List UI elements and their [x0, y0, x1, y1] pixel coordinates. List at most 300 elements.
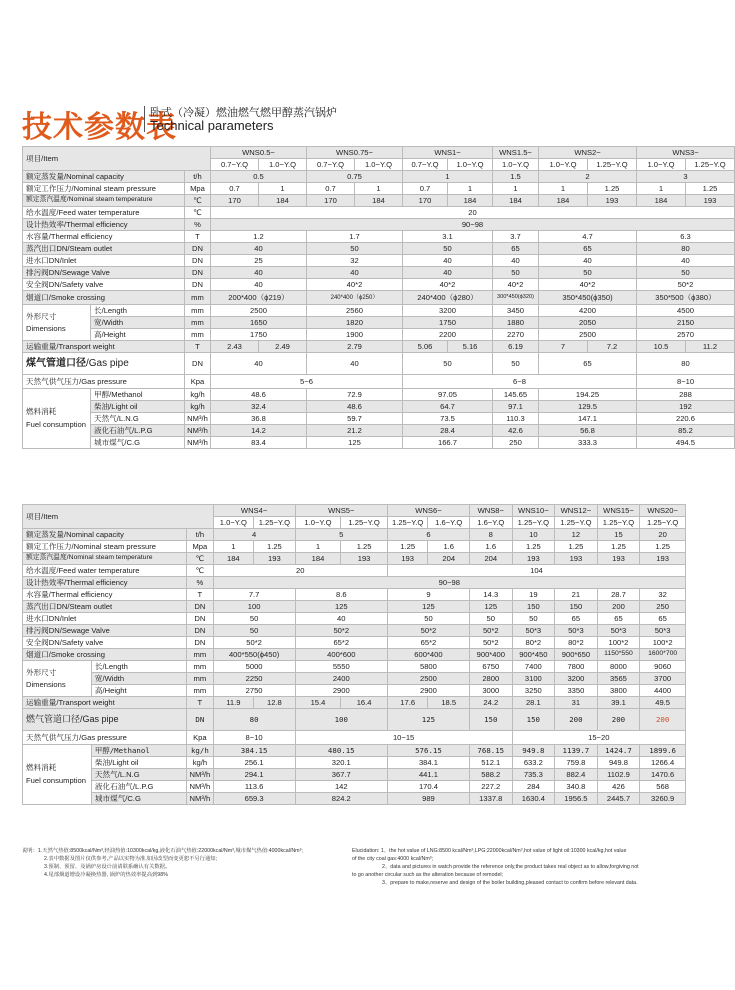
- value-cell: 1820: [307, 317, 403, 329]
- temperature-row: [23, 553, 686, 565]
- value-cell: 2250: [213, 673, 295, 685]
- value-cell: 200: [597, 601, 640, 613]
- value-cell: 2500: [387, 673, 469, 685]
- value-cell: 19: [512, 589, 555, 601]
- row-unit: %: [185, 219, 211, 231]
- variant-cell: 1.0−Y.Q: [637, 159, 686, 171]
- value-cell: 72.9: [307, 389, 403, 401]
- value-cell: 31: [555, 697, 598, 709]
- dimensions-label-cn: 外形尺寸: [26, 312, 57, 322]
- value-cell: 2900: [295, 685, 387, 697]
- variant-cell: 0.7−Y.Q: [307, 159, 355, 171]
- row-unit: Mpa: [187, 541, 213, 553]
- value-cell: 65: [539, 243, 637, 255]
- value-cell: 2900: [387, 685, 469, 697]
- value-cell: 949.8: [512, 745, 555, 757]
- value-cell: 9: [387, 589, 469, 601]
- row-unit: t/h: [187, 529, 213, 541]
- fuel-row: [23, 781, 686, 793]
- gas-pipe-label-cn: 燃气管道口径: [26, 714, 81, 724]
- value-cell: 80: [637, 353, 735, 375]
- variant-cell: 1.25−Y.Q: [588, 159, 637, 171]
- width-row: [23, 673, 686, 685]
- value-cell: 20: [213, 565, 387, 577]
- value-cell: 1: [213, 541, 254, 553]
- row-label: 安全阀DN/Safety valve: [23, 637, 187, 649]
- value-cell: 150: [470, 709, 513, 731]
- row-label: 水容量/Thermal efficiency: [23, 589, 187, 601]
- value-cell: 193: [341, 553, 388, 565]
- value-cell: 2750: [213, 685, 295, 697]
- gas-pressure-row: [23, 375, 735, 389]
- value-cell: 65: [539, 353, 637, 375]
- value-cell: 32.4: [211, 401, 307, 413]
- sewage-valve-row: [23, 625, 686, 637]
- value-cell: 129.5: [539, 401, 637, 413]
- value-cell: 989: [387, 793, 469, 805]
- row-label: 城市煤气/C.G: [91, 793, 186, 805]
- subtitle-en: Technical parameters: [150, 118, 274, 133]
- row-label: 设计热效率/Thermal efficiency: [23, 219, 185, 231]
- row-unit: DN: [187, 625, 213, 637]
- value-cell: 6750: [470, 661, 513, 673]
- row-label: 长/Length: [91, 305, 185, 317]
- value-cell: 192: [637, 401, 735, 413]
- value-cell: 166.7: [403, 437, 493, 449]
- value-cell: 1: [539, 183, 588, 195]
- row-unit: NM³/h: [185, 413, 211, 425]
- fuel-row: [23, 769, 686, 781]
- value-cell: 256.1: [213, 757, 295, 769]
- row-unit: Mpa: [185, 183, 211, 195]
- value-cell: 3.1: [403, 231, 493, 243]
- row-label: 排污阀DN/Sewage Valve: [23, 267, 185, 279]
- value-cell: 73.5: [403, 413, 493, 425]
- value-cell: 9060: [640, 661, 686, 673]
- model-cell: WNS0.5−: [211, 147, 307, 159]
- value-cell: 7400: [512, 661, 555, 673]
- length-row: [23, 305, 735, 317]
- value-cell: 32: [307, 255, 403, 267]
- value-cell: 10.5: [637, 341, 686, 353]
- model-cell: WNS0.75−: [307, 147, 403, 159]
- row-unit: ℃: [187, 553, 213, 565]
- value-cell: 145.65: [493, 389, 539, 401]
- value-cell: 113.6: [213, 781, 295, 793]
- variant-cell: 1.25−Y.Q: [387, 517, 428, 529]
- value-cell: 85.2: [637, 425, 735, 437]
- model-cell: WNS20−: [640, 505, 686, 517]
- value-cell: 80: [637, 243, 735, 255]
- fuel-row: [23, 745, 686, 757]
- row-unit: ℃: [185, 195, 211, 207]
- value-cell: 49.5: [640, 697, 686, 709]
- value-cell: 184: [355, 195, 403, 207]
- value-cell: 600*400: [387, 649, 469, 661]
- variant-cell: 0.7−Y.Q: [403, 159, 448, 171]
- model-cell: WNS8−: [470, 505, 513, 517]
- value-cell: 240*400（ϕ250）: [307, 291, 403, 305]
- row-unit: mm: [187, 661, 213, 673]
- gas-pipe-row: [23, 709, 686, 731]
- row-label: 进水口DN/Inlet: [23, 255, 185, 267]
- value-cell: 50: [403, 243, 493, 255]
- value-cell: 426: [597, 781, 640, 793]
- row-unit: mm: [185, 329, 211, 341]
- value-cell: 184: [448, 195, 493, 207]
- value-cell: 48.6: [307, 401, 403, 413]
- value-cell: 14.2: [211, 425, 307, 437]
- value-cell: 1.6: [470, 541, 513, 553]
- model-cell: WNS12−: [555, 505, 598, 517]
- row-label: 蒸汽出口DN/Steam outlet: [23, 601, 187, 613]
- row-label: 宽/Width: [91, 317, 185, 329]
- value-cell: 125: [387, 709, 469, 731]
- value-cell: 48.6: [211, 389, 307, 401]
- value-cell: 633.2: [512, 757, 555, 769]
- value-cell: 184: [493, 195, 539, 207]
- value-cell: 80: [213, 709, 295, 731]
- value-cell: 8−10: [637, 375, 735, 389]
- row-unit: DN: [187, 601, 213, 613]
- row-unit: kg/h: [187, 757, 213, 769]
- value-cell: 1.5: [493, 171, 539, 183]
- variant-cell: 0.7−Y.Q: [211, 159, 259, 171]
- row-label: 额定蒸汽温度/Nominal steam temperature: [23, 195, 185, 207]
- gas-pipe-label-cn: 煤气管道口径: [26, 357, 86, 369]
- value-cell: 97.05: [403, 389, 493, 401]
- value-cell: 50*2: [637, 279, 735, 291]
- value-cell: 6: [387, 529, 469, 541]
- row-unit: DN: [187, 637, 213, 649]
- gas-pipe-label-en: /Gas pipe: [80, 714, 119, 724]
- value-cell: 384.1: [387, 757, 469, 769]
- value-cell: 50*3: [640, 625, 686, 637]
- value-cell: 193: [588, 195, 637, 207]
- value-cell: 1750: [403, 317, 493, 329]
- row-unit: ℃: [185, 207, 211, 219]
- variant-cell: 1.25−Y.Q: [341, 517, 388, 529]
- feed-temp-row: [23, 207, 735, 219]
- notes-chinese: [22, 847, 352, 879]
- value-cell: 64.7: [403, 401, 493, 413]
- value-cell: 2.43: [211, 341, 259, 353]
- value-cell: 50: [307, 243, 403, 255]
- value-cell: 10−15: [295, 731, 512, 745]
- value-cell: 1: [448, 183, 493, 195]
- value-cell: 6.3: [637, 231, 735, 243]
- value-cell: 1.25: [597, 541, 640, 553]
- water-capacity-row: [23, 589, 686, 601]
- value-cell: 1.25: [512, 541, 555, 553]
- smoke-row: [23, 649, 686, 661]
- row-unit: DN: [185, 255, 211, 267]
- value-cell: 104: [387, 565, 685, 577]
- variant-cell: 1.25−Y.Q: [254, 517, 296, 529]
- value-cell: 250: [640, 601, 686, 613]
- value-cell: 65*2: [387, 637, 469, 649]
- value-cell: 50*2: [295, 625, 387, 637]
- row-label: 柴油/Light oil: [91, 757, 186, 769]
- variant-cell: 1.25−Y.Q: [555, 517, 598, 529]
- value-cell: 1.25: [341, 541, 388, 553]
- efficiency-row: [23, 219, 735, 231]
- value-cell: 50: [213, 613, 295, 625]
- value-cell: 3450: [493, 305, 539, 317]
- value-cell: 1.25: [686, 183, 735, 195]
- value-cell: 350*450(ϕ350): [539, 291, 637, 305]
- value-cell: 2500: [539, 329, 637, 341]
- value-cell: 900*450: [512, 649, 555, 661]
- value-cell: 40*2: [403, 279, 493, 291]
- value-cell: 2560: [307, 305, 403, 317]
- value-cell: 759.8: [555, 757, 598, 769]
- value-cell: 50*3: [597, 625, 640, 637]
- value-cell: 3: [637, 171, 735, 183]
- notes-english: [352, 847, 688, 887]
- value-cell: 2.79: [307, 341, 403, 353]
- model-cell: WNS6−: [387, 505, 469, 517]
- value-cell: 284: [512, 781, 555, 793]
- value-cell: 0.7: [307, 183, 355, 195]
- value-cell: 3800: [597, 685, 640, 697]
- parameters-table-small: [22, 146, 735, 449]
- row-unit: T: [185, 341, 211, 353]
- value-cell: 14.3: [470, 589, 513, 601]
- row-unit: DN: [185, 353, 211, 375]
- value-cell: 50: [539, 267, 637, 279]
- value-cell: 5.16: [448, 341, 493, 353]
- value-cell: 294.1: [213, 769, 295, 781]
- value-cell: 5000: [213, 661, 295, 673]
- value-cell: 576.15: [387, 745, 469, 757]
- variant-cell: 1.0−Y.Q: [355, 159, 403, 171]
- model-cell: WNS15−: [597, 505, 640, 517]
- value-cell: 50: [637, 267, 735, 279]
- value-cell: 184: [213, 553, 254, 565]
- value-cell: 1102.9: [597, 769, 640, 781]
- capacity-row: [23, 529, 686, 541]
- value-cell: 8.6: [295, 589, 387, 601]
- row-label: 设计热效率/Thermal efficiency: [23, 577, 187, 589]
- value-cell: 170: [211, 195, 259, 207]
- value-cell: 150: [512, 601, 555, 613]
- row-label: 运输重量/Transport weight: [23, 341, 185, 353]
- row-label: 甲醇/Methanol: [91, 389, 185, 401]
- length-row: [23, 661, 686, 673]
- value-cell: 2: [539, 171, 637, 183]
- value-cell: 147.1: [539, 413, 637, 425]
- model-cell: WNS3−: [637, 147, 735, 159]
- value-cell: 65: [493, 243, 539, 255]
- variant-cell: 1.25−Y.Q: [686, 159, 735, 171]
- row-label: 额定工作压力/Nominal steam pressure: [23, 183, 185, 195]
- value-cell: 2400: [295, 673, 387, 685]
- value-cell: 220.6: [637, 413, 735, 425]
- row-unit: kg/h: [185, 401, 211, 413]
- value-cell: 100: [213, 601, 295, 613]
- value-cell: 2200: [403, 329, 493, 341]
- value-cell: 1956.5: [555, 793, 598, 805]
- row-label: 甲醇/Methanol: [91, 745, 186, 757]
- value-cell: 1630.4: [512, 793, 555, 805]
- subtitle-cn: 卧式（冷凝）燃油燃气燃甲醇蒸汽锅炉: [150, 106, 337, 119]
- value-cell: 1.2: [211, 231, 307, 243]
- row-label: 额定蒸发量/Nominal capacity: [23, 529, 187, 541]
- value-cell: 350*500（ϕ380）: [637, 291, 735, 305]
- variant-cell: 1.25−Y.Q: [597, 517, 640, 529]
- variant-cell: 1.0−Y.Q: [213, 517, 254, 529]
- value-cell: 1.25: [640, 541, 686, 553]
- variant-cell: 1.25−Y.Q: [512, 517, 555, 529]
- value-cell: 40*2: [539, 279, 637, 291]
- note-line: of the city coal gas:4000 kcal/Nm³;: [352, 856, 433, 862]
- value-cell: 4200: [539, 305, 637, 317]
- item-header: 项目/Item: [23, 147, 211, 171]
- value-cell: 227.2: [470, 781, 513, 793]
- value-cell: 400*550(ϕ450): [213, 649, 295, 661]
- value-cell: 17.6: [387, 697, 428, 709]
- value-cell: 1.6: [428, 541, 470, 553]
- value-cell: 25: [211, 255, 307, 267]
- dimensions-label: [23, 305, 91, 341]
- value-cell: 18.5: [428, 697, 470, 709]
- value-cell: 90−98: [211, 219, 735, 231]
- row-label: 给水温度/Feed water temperature: [23, 207, 185, 219]
- value-cell: 65: [597, 613, 640, 625]
- fuel-row: [23, 757, 686, 769]
- value-cell: 768.15: [470, 745, 513, 757]
- row-label: 高/Height: [91, 685, 186, 697]
- value-cell: 1899.6: [640, 745, 686, 757]
- value-cell: 50: [493, 353, 539, 375]
- row-label: 排污阀DN/Sewage Valve: [23, 625, 187, 637]
- value-cell: 125: [295, 601, 387, 613]
- value-cell: 2800: [470, 673, 513, 685]
- value-cell: 4.7: [539, 231, 637, 243]
- value-cell: 0.7: [403, 183, 448, 195]
- value-cell: 59.7: [307, 413, 403, 425]
- value-cell: 1: [355, 183, 403, 195]
- value-cell: 20: [211, 207, 735, 219]
- value-cell: 1: [493, 183, 539, 195]
- value-cell: 65: [555, 613, 598, 625]
- value-cell: 80*2: [512, 637, 555, 649]
- temperature-row: [23, 195, 735, 207]
- variant-cell: 1.25−Y.Q: [640, 517, 686, 529]
- dimensions-label: [23, 661, 92, 697]
- value-cell: 193: [555, 553, 598, 565]
- row-unit: T: [187, 697, 213, 709]
- note-line: 2、data and pictures in watch provide the reference only,the product takes real object as to allow,forgiving not: [382, 864, 639, 870]
- row-label: 长/Length: [91, 661, 186, 673]
- value-cell: 15.4: [295, 697, 341, 709]
- value-cell: 65*2: [295, 637, 387, 649]
- value-cell: 11.9: [213, 697, 254, 709]
- value-cell: 5−6: [211, 375, 403, 389]
- value-cell: 7800: [555, 661, 598, 673]
- value-cell: 3260.9: [640, 793, 686, 805]
- value-cell: 28.7: [597, 589, 640, 601]
- note-line: 4.尾部烟道增设冷凝换热器, 锅炉的热效率提高到98%: [44, 872, 168, 878]
- value-cell: 50: [403, 353, 493, 375]
- fuel-row: [23, 425, 735, 437]
- row-label: 额定工作压力/Nominal steam pressure: [23, 541, 187, 553]
- value-cell: 1: [295, 541, 341, 553]
- value-cell: 824.2: [295, 793, 387, 805]
- value-cell: 97.1: [493, 401, 539, 413]
- value-cell: 204: [470, 553, 513, 565]
- model-cell: WNS4−: [213, 505, 295, 517]
- row-label: 运输重量/Transport weight: [23, 697, 187, 709]
- height-row: [23, 329, 735, 341]
- value-cell: 4500: [637, 305, 735, 317]
- steam-outlet-row: [23, 601, 686, 613]
- value-cell: 40*2: [493, 279, 539, 291]
- row-unit: Kpa: [187, 731, 213, 745]
- value-cell: 3350: [555, 685, 598, 697]
- value-cell: 1337.8: [470, 793, 513, 805]
- row-label: 天然气/L.N.G: [91, 769, 186, 781]
- variant-cell: 1.0−Y.Q: [448, 159, 493, 171]
- fuel-label: [23, 389, 91, 449]
- value-cell: 3565: [597, 673, 640, 685]
- note-line: to go another circular such as the alteration because of remodel;: [352, 872, 504, 878]
- value-cell: 40: [493, 255, 539, 267]
- value-cell: 100*2: [640, 637, 686, 649]
- value-cell: 28.4: [403, 425, 493, 437]
- value-cell: 1150*550: [597, 649, 640, 661]
- steam-outlet-row: [23, 243, 735, 255]
- fuel-row: [23, 413, 735, 425]
- value-cell: 125: [307, 437, 403, 449]
- value-cell: 50: [213, 625, 295, 637]
- value-cell: 184: [295, 553, 341, 565]
- value-cell: 100: [295, 709, 387, 731]
- value-cell: 494.5: [637, 437, 735, 449]
- value-cell: 50: [512, 613, 555, 625]
- value-cell: 1139.7: [555, 745, 598, 757]
- value-cell: 882.4: [555, 769, 598, 781]
- value-cell: 40: [211, 353, 307, 375]
- value-cell: 40: [403, 267, 493, 279]
- value-cell: 6−8: [403, 375, 637, 389]
- variant-cell: 1.0−Y.Q: [539, 159, 588, 171]
- height-row: [23, 685, 686, 697]
- fuel-label-cn: 燃料消耗: [26, 407, 57, 417]
- row-unit: NM³/h: [187, 769, 213, 781]
- note-line: 2.表中数据及图片仅供参考,产品以实物为准,如因改型而变更恕不另行通知;: [44, 856, 218, 862]
- row-label: 天然气供气压力/Gas pressure: [23, 731, 187, 745]
- value-cell: 80*2: [555, 637, 598, 649]
- value-cell: 0.7: [211, 183, 259, 195]
- value-cell: 56.8: [539, 425, 637, 437]
- value-cell: 1880: [493, 317, 539, 329]
- value-cell: 3200: [403, 305, 493, 317]
- row-unit: %: [187, 577, 213, 589]
- row-unit: DN: [185, 243, 211, 255]
- value-cell: 40: [539, 255, 637, 267]
- row-label: 安全阀DN/Safety valve: [23, 279, 185, 291]
- value-cell: 40: [403, 255, 493, 267]
- value-cell: 8: [470, 529, 513, 541]
- value-cell: 28.1: [512, 697, 555, 709]
- value-cell: 3100: [512, 673, 555, 685]
- row-unit: NM³/h: [185, 425, 211, 437]
- value-cell: 20: [640, 529, 686, 541]
- fuel-label-en: Fuel consumption: [26, 775, 86, 785]
- value-cell: 100*2: [597, 637, 640, 649]
